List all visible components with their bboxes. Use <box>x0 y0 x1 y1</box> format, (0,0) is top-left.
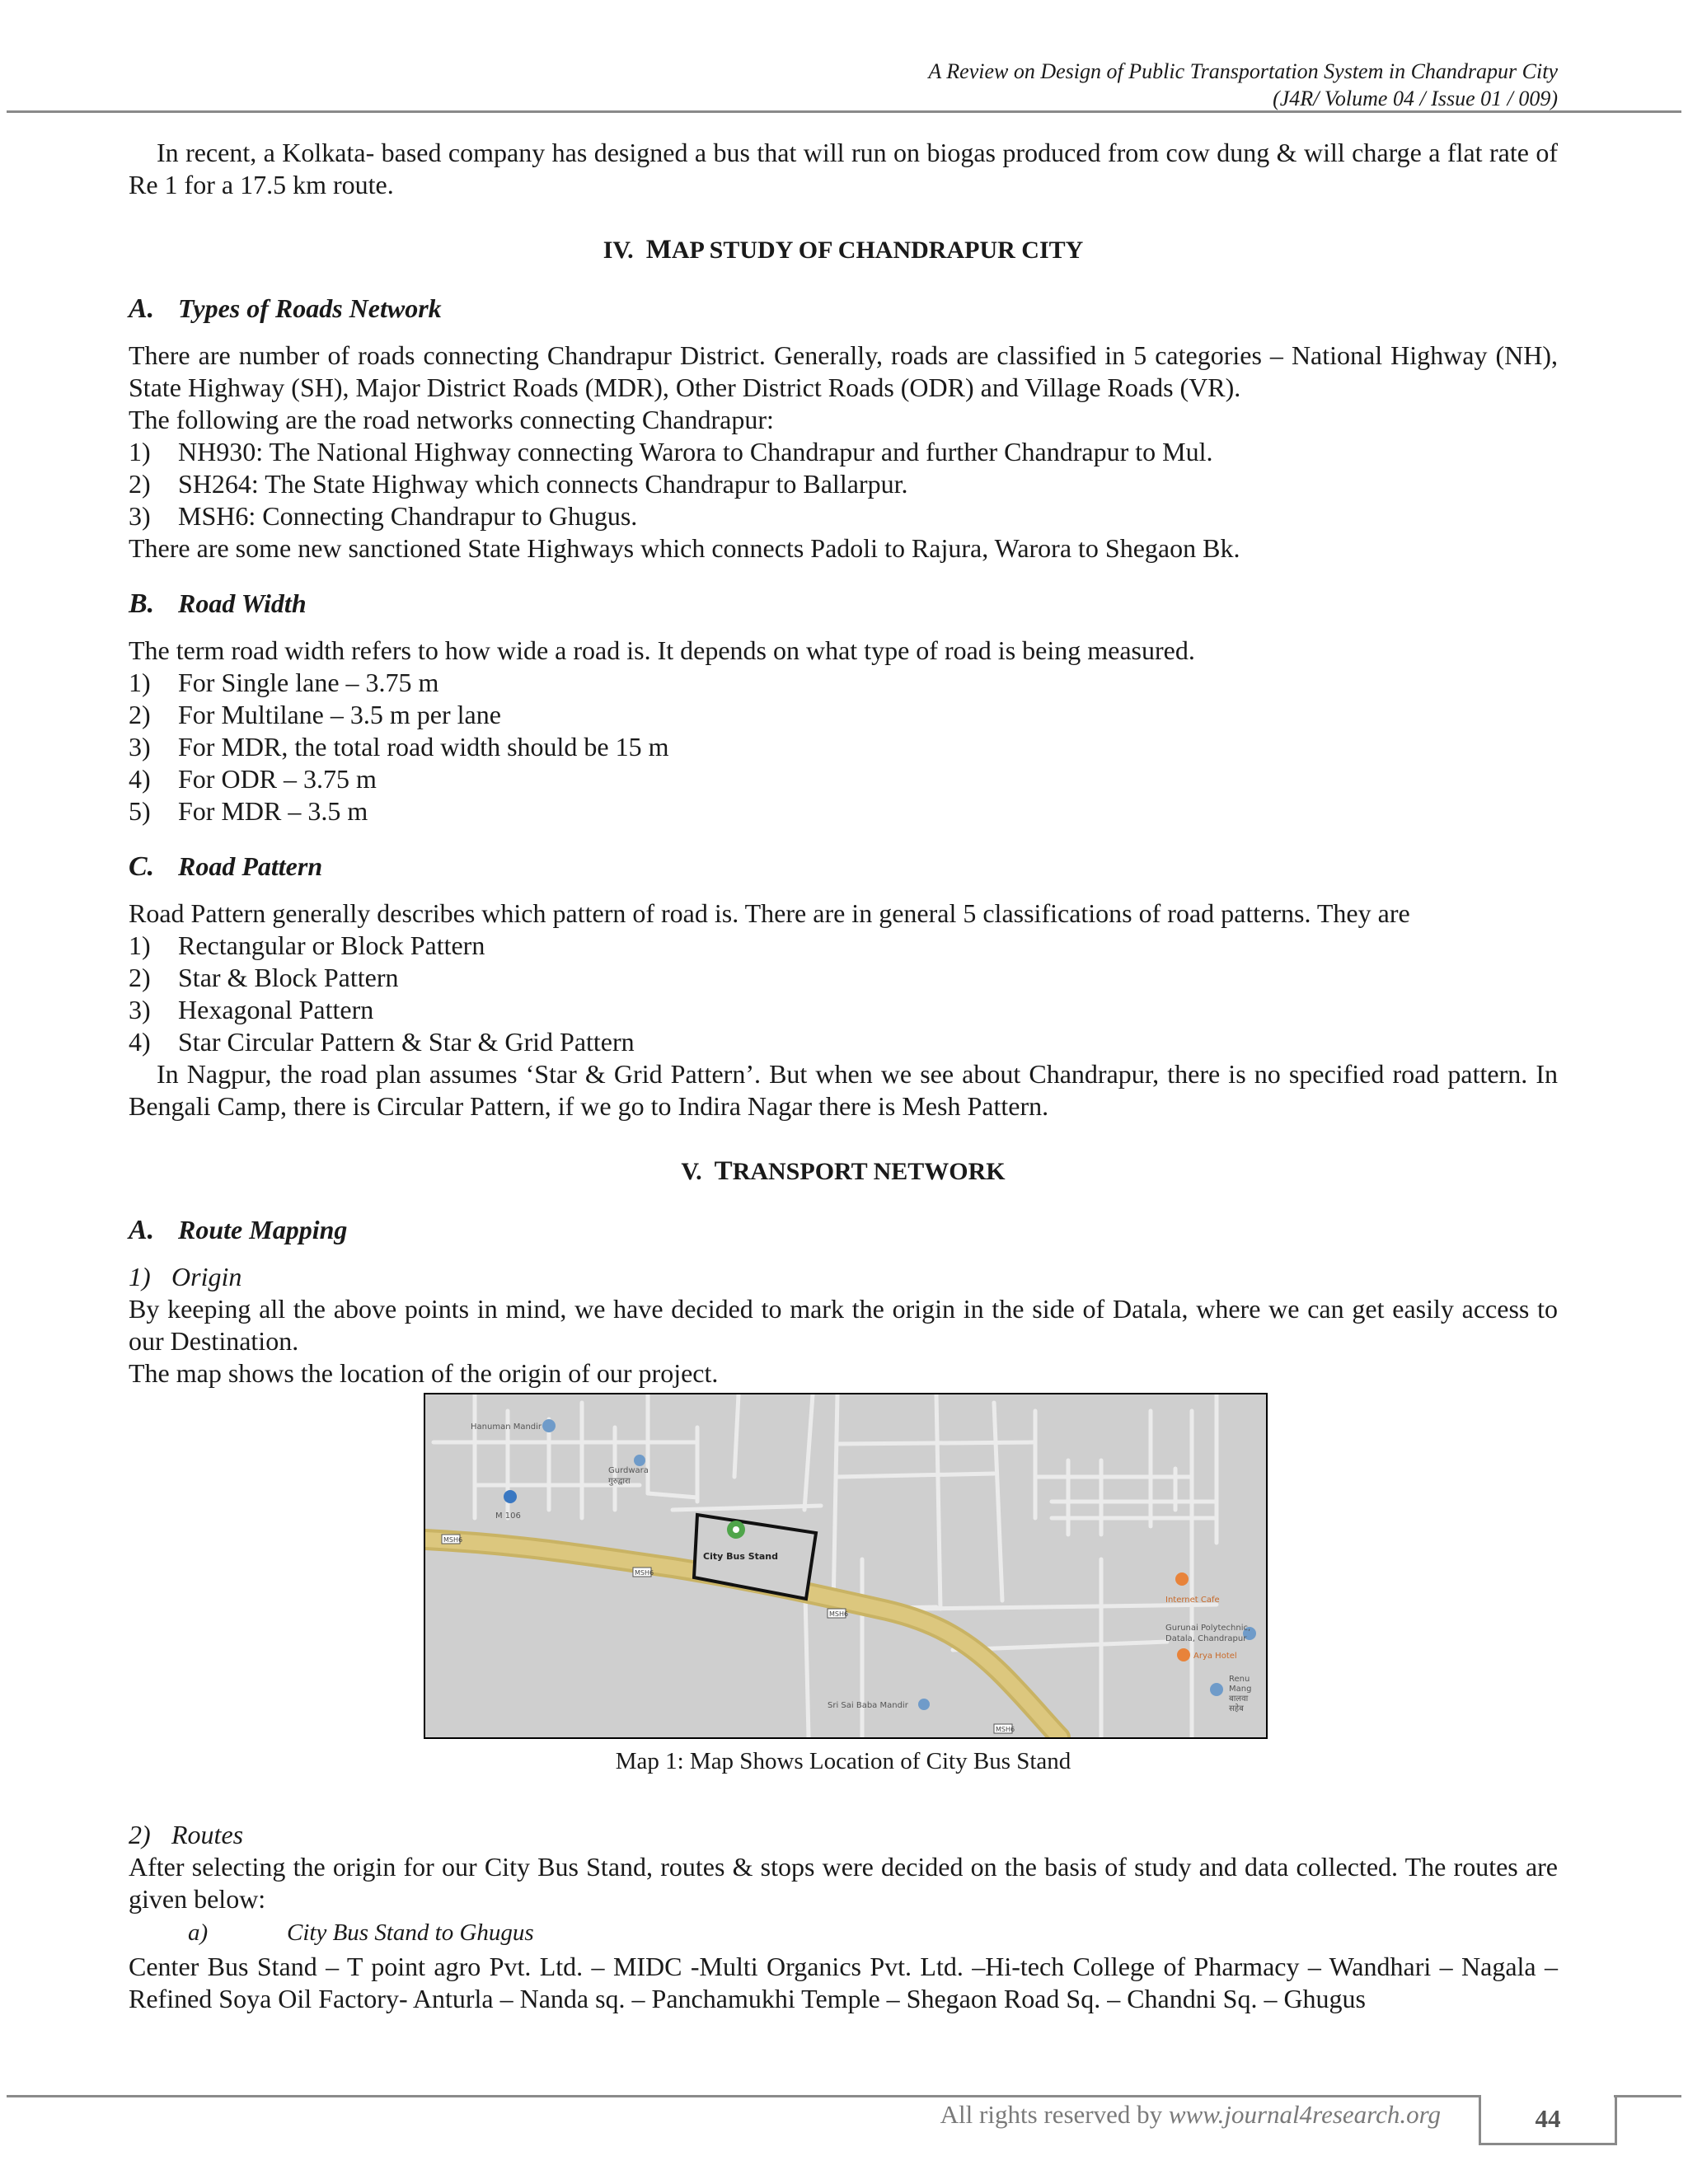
list-item: 5) For MDR – 3.5 m <box>129 796 368 826</box>
svg-text:Renu: Renu <box>1229 1675 1250 1684</box>
footer-link[interactable]: www.journal4research.org <box>1168 2100 1441 2129</box>
bus-stand-label: City Bus Stand <box>703 1551 779 1562</box>
section-heading-iv: IV. MAP STUDY OF CHANDRAPUR CITY <box>603 235 1084 265</box>
paragraph: After selecting the origin for our City Bus Stand, routes & stops were decided on the basis of study and data collected. The routes are given below: <box>129 1852 1558 1914</box>
m106-label: M 106 <box>495 1511 521 1521</box>
svg-text:बालवा: बालवा <box>1229 1694 1249 1704</box>
subheading-route-mapping: A. Route Mapping <box>129 1215 348 1245</box>
page-number: 44 <box>1479 2095 1617 2145</box>
internet-cafe-pin-icon <box>1175 1572 1189 1586</box>
header-title: A Review on Design of Public Transportation System in Chandrapur City <box>928 59 1558 83</box>
svg-text:MSH6: MSH6 <box>635 1569 654 1577</box>
list-item: 1) NH930: The National Highway connecting Warora to Chandrapur and further Chandrapur to Mul. <box>129 437 1213 466</box>
hanuman-mandir-label: Hanuman Mandir <box>471 1422 542 1432</box>
subsubheading-origin: 1) Origin <box>129 1262 242 1291</box>
subheading-types-of-roads: A. Types of Roads Network <box>129 293 442 324</box>
route-stops: Center Bus Stand – T point agro Pvt. Ltd. – MIDC -Multi Organics Pvt. Ltd. –Hi-tech College of Pharmacy – Wandhari – Nagala –Refined Soya Oil Factory- Anturla – Nanda sq. – Panchamukhi Temple – Shegaon Road Sq. – Chandni Sq. – Ghugus <box>129 1952 1558 2013</box>
list-item: 2) Star & Block Pattern <box>129 963 399 992</box>
list-item: 2) For Multilane – 3.5 m per lane <box>129 700 501 729</box>
paragraph: There are number of roads connecting Chandrapur District. Generally, roads are classified in 5 categories – National Highway (NH), State Highway (SH), Major District Roads (MDR), Other District Roads (ODR) and Village Roads (VR). <box>129 340 1558 402</box>
svg-text:Mang: Mang <box>1229 1685 1252 1694</box>
list-item: 1) Rectangular or Block Pattern <box>129 930 485 960</box>
svg-text:MSH6: MSH6 <box>996 1726 1015 1733</box>
temple-pin-icon <box>542 1419 556 1432</box>
sai-baba-label: Sri Sai Baba Mandir <box>828 1701 908 1710</box>
paragraph: By keeping all the above points in mind, we have decided to mark the origin in the side of Datala, where we can get easily access to our Destination. <box>129 1294 1558 1356</box>
footer-rule <box>1614 2095 1681 2097</box>
paragraph: There are some new sanctioned State Highways which connects Padoli to Rajura, Warora to Shegaon Bk. <box>129 533 1240 563</box>
route-subheading: a) City Bus Stand to Ghugus <box>188 1919 534 1946</box>
map-figure <box>424 1393 1268 1739</box>
svg-text:Datala, Chandrapur: Datala, Chandrapur <box>1165 1634 1247 1643</box>
subsubheading-routes: 2) Routes <box>129 1820 244 1849</box>
list-item: 3) Hexagonal Pattern <box>129 995 374 1024</box>
map-caption: Map 1: Map Shows Location of City Bus Stand <box>615 1748 1071 1774</box>
sai-baba-pin-icon <box>918 1699 930 1710</box>
list-item: 4) For ODR – 3.75 m <box>129 764 377 794</box>
arya-hotel-label: Arya Hotel <box>1193 1652 1237 1661</box>
paragraph: The term road width refers to how wide a road is. It depends on what type of road is being measured. <box>129 635 1195 665</box>
subheading-road-width: B. Road Width <box>129 588 307 619</box>
intro-paragraph: In recent, a Kolkata- based company has designed a bus that will run on biogas produced from cow dung & will charge a flat rate of Re 1 for a 17.5 km route. <box>129 138 1558 199</box>
svg-text:MSH6: MSH6 <box>829 1610 849 1618</box>
paragraph: Road Pattern generally describes which pattern of road is. There are in general 5 classifications of road patterns. They are <box>129 898 1410 928</box>
svg-text:सहेब: सहेब <box>1229 1704 1244 1713</box>
renu-pin-icon <box>1210 1683 1223 1696</box>
gurdwara-label: Gurdwara <box>608 1466 649 1475</box>
list-item: 2) SH264: The State Highway which connects Chandrapur to Ballarpur. <box>129 469 908 499</box>
list-item: 3) For MDR, the total road width should be 15 m <box>129 732 669 762</box>
hotel-pin-icon <box>1177 1648 1190 1661</box>
list-item: 3) MSH6: Connecting Chandrapur to Ghugus. <box>129 501 638 531</box>
bus-pin-icon <box>504 1490 517 1503</box>
paragraph: In Nagpur, the road plan assumes ‘Star & Grid Pattern’. But when we see about Chandrapur, there is no specified road pattern. In Bengali Camp, there is Circular Pattern, if we go to Indira Nagar there is Mesh Pattern. <box>129 1059 1558 1121</box>
map-image <box>425 1394 1266 1737</box>
internet-cafe-label: Internet Cafe <box>1165 1596 1220 1605</box>
list-item: 4) Star Circular Pattern & Star & Grid Pattern <box>129 1027 635 1057</box>
page-body <box>129 137 1558 2015</box>
svg-text:Gurunai Polytechnic,: Gurunai Polytechnic, <box>1165 1624 1251 1633</box>
footer-rule <box>7 2095 1479 2097</box>
list-item: 1) For Single lane – 3.75 m <box>129 668 439 697</box>
section-heading-v: V. TRANSPORT NETWORK <box>681 1156 1006 1186</box>
paragraph: The map shows the location of the origin of our project. <box>129 1358 719 1388</box>
header-issue: (J4R/ Volume 04 / Issue 01 / 009) <box>1273 87 1558 110</box>
header-rule <box>7 110 1681 113</box>
paragraph: The following are the road networks connecting Chandrapur: <box>129 405 774 434</box>
svg-text:MSH6: MSH6 <box>443 1536 463 1544</box>
running-header <box>928 58 1558 112</box>
subheading-road-pattern: C. Road Pattern <box>129 851 323 882</box>
footer-copyright: All rights reserved by www.journal4research.org <box>940 2100 1441 2129</box>
svg-text:गुरुद्वारा: गुरुद्वारा <box>608 1477 631 1486</box>
gurdwara-pin-icon <box>634 1455 645 1466</box>
